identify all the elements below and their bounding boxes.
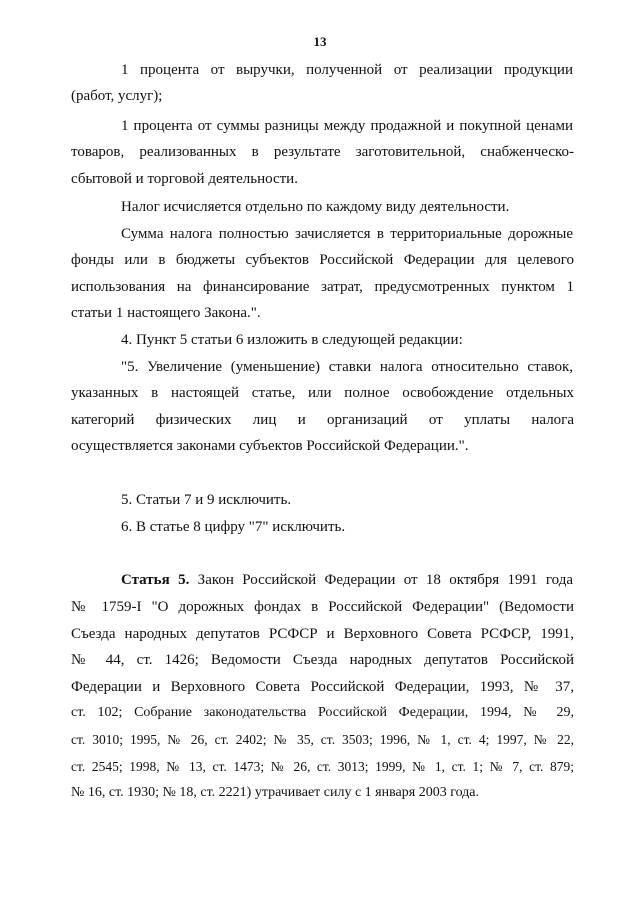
text-line: фонды или в бюджеты субъектов Российской Федерации для целевого bbox=[71, 252, 574, 268]
text-line: 6. В статье 8 цифру "7" исключить. bbox=[121, 519, 346, 535]
text-line: Съезда народных депутатов РСФСР и Верховного Совета РСФСР, 1991, bbox=[71, 626, 574, 642]
text-line: Сумма налога полностью зачисляется в территориальные дорожные bbox=[121, 226, 573, 242]
text-line: Федерации и Верховного Совета Российской Федерации, 1993, № 37, bbox=[71, 679, 574, 695]
text-line: статьи 1 настоящего Закона.". bbox=[71, 305, 261, 321]
text-line: ст. 102; Собрание законодательства Российской Федерации, 1994, № 29, bbox=[71, 705, 574, 720]
text-line: указанных в настоящей статье, или полное освобождение отдельных bbox=[71, 385, 574, 401]
page-number: 13 bbox=[313, 34, 327, 49]
text-line: (работ, услуг); bbox=[71, 88, 163, 104]
text-line: 5. Статьи 7 и 9 исключить. bbox=[121, 492, 292, 508]
text-line: ст. 2545; 1998, № 13, ст. 1473; № 26, ст. 3013; 1999, № 1, ст. 1; № 7, ст. 879; bbox=[71, 759, 574, 774]
text-line: 1 процента от выручки, полученной от реализации продукции bbox=[121, 62, 573, 78]
text-line: Налог исчисляется отдельно по каждому виду деятельности. bbox=[121, 199, 510, 215]
text-line: ст. 3010; 1995, № 26, ст. 2402; № 35, ст. 3503; 1996, № 1, ст. 4; 1997, № 22, bbox=[71, 732, 574, 747]
text-line: "5. Увеличение (уменьшение) ставки налога относительно ставок, bbox=[121, 359, 573, 375]
article-heading: Статья 5. bbox=[121, 572, 190, 588]
text-line: № 44, ст. 1426; Ведомости Съезда народных депутатов Российской bbox=[71, 652, 574, 668]
text-line: товаров, реализованных в результате заготовительной, снабженческо- bbox=[71, 144, 574, 160]
article-heading-line bbox=[121, 570, 573, 590]
text-line: 4. Пункт 5 статьи 6 изложить в следующей редакции: bbox=[121, 332, 463, 348]
text-line: № 16, ст. 1930; № 18, ст. 2221) утрачивает силу с 1 января 2003 года. bbox=[71, 785, 480, 800]
text-line: осуществляется законами субъектов Российской Федерации.". bbox=[71, 438, 469, 454]
text-line: использования на финансирование затрат, предусмотренных пунктом 1 bbox=[71, 279, 574, 295]
text-line: 1 процента от суммы разницы между продажной и покупной ценами bbox=[121, 118, 573, 134]
text-line: Закон Российской Федерации от 18 октября 1991 года bbox=[189, 572, 573, 588]
text-line: категорий физических лиц и организаций от уплаты налога bbox=[71, 412, 574, 428]
text-line: № 1759-I "О дорожных фондах в Российской Федерации" (Ведомости bbox=[71, 599, 574, 615]
text-line: сбытовой и торговой деятельности. bbox=[71, 171, 298, 187]
